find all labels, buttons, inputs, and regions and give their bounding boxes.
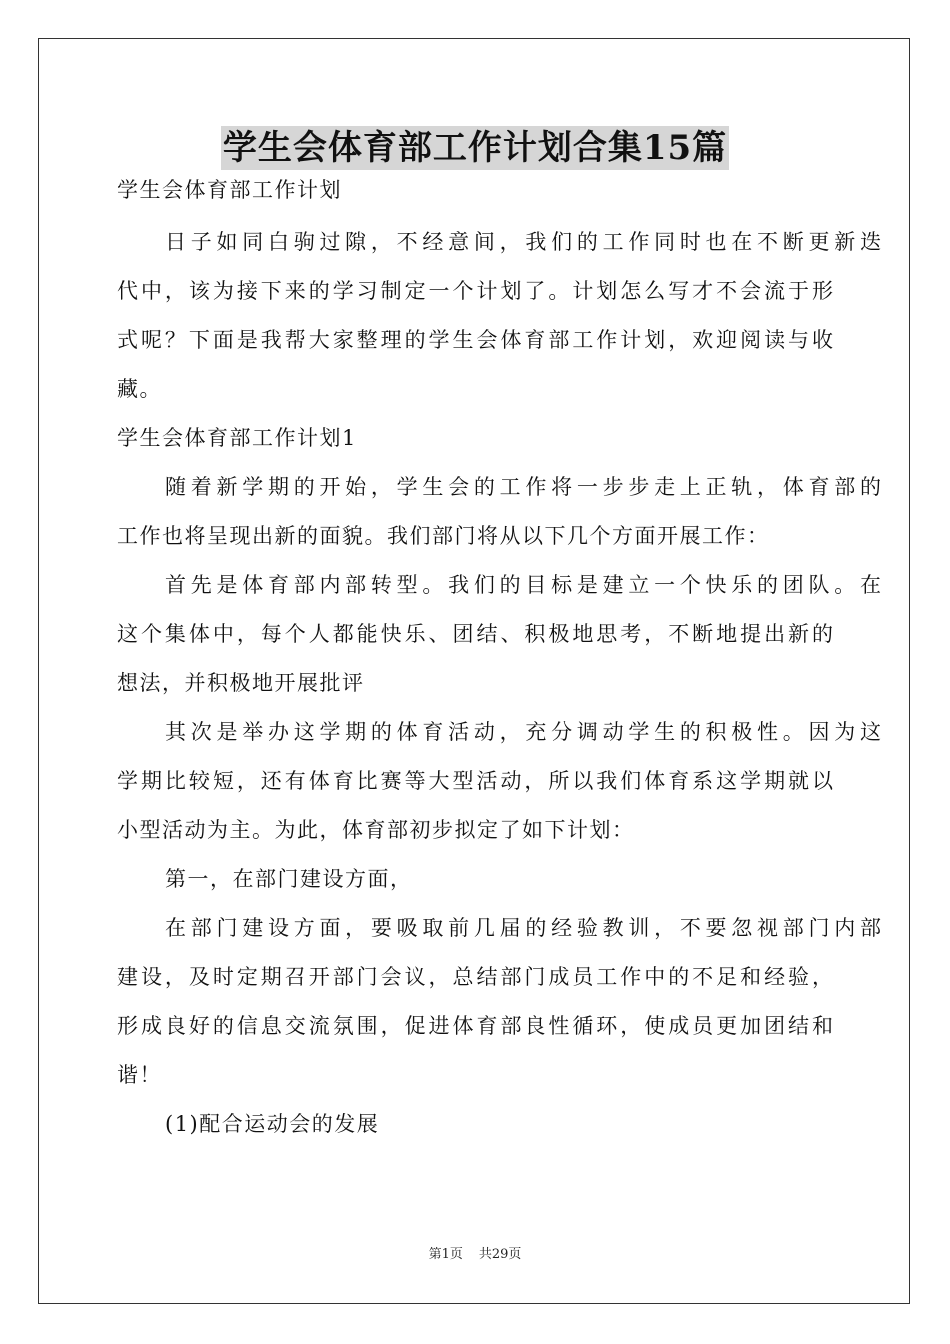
paragraph-line: 想法，并积极地开展批评 bbox=[117, 671, 365, 695]
paragraph-line: 建设，及时定期召开部门会议，总结部门成员工作中的不足和经验， bbox=[117, 965, 833, 989]
title-container bbox=[0, 126, 950, 170]
paragraph-line: 代中，该为接下来的学习制定一个计划了。计划怎么写才不会流于形 bbox=[117, 279, 833, 303]
paragraph-line: 形成良好的信息交流氛围，促进体育部良性循环，使成员更加团结和 bbox=[117, 1014, 833, 1038]
paragraph-line: 工作也将呈现出新的面貌。我们部门将从以下几个方面开展工作： bbox=[117, 524, 770, 548]
paragraph-line: 首先是体育部内部转型。我们的目标是建立一个快乐的团队。在 bbox=[165, 573, 881, 597]
document-title: 学生会体育部工作计划合集15篇 bbox=[222, 128, 728, 168]
paragraph-line: 谐！ bbox=[117, 1063, 162, 1087]
heading-text: 学生会体育部工作计划 bbox=[117, 178, 342, 202]
paragraph-line: 这个集体中，每个人都能快乐、团结、积极地思考，不断地提出新的 bbox=[117, 622, 833, 646]
paragraph-line: 式呢？下面是我帮大家整理的学生会体育部工作计划，欢迎阅读与收 bbox=[117, 328, 833, 352]
paragraph-line: 随着新学期的开始，学生会的工作将一步步走上正轨，体育部的 bbox=[165, 475, 881, 499]
heading-text: 学生会体育部工作计划1 bbox=[117, 426, 357, 450]
paragraph-line: 其次是举办这学期的体育活动，充分调动学生的积极性。因为这 bbox=[165, 720, 881, 744]
paragraph-line: 日子如同白驹过隙，不经意间，我们的工作同时也在不断更新迭 bbox=[165, 230, 881, 254]
paragraph-line: 小型活动为主。为此，体育部初步拟定了如下计划： bbox=[117, 818, 635, 842]
page-number: 第1页 bbox=[428, 1247, 463, 1262]
paragraph-line: (1)配合运动会的发展 bbox=[165, 1112, 380, 1136]
paragraph-line: 在部门建设方面，要吸取前几届的经验教训，不要忽视部门内部 bbox=[165, 916, 881, 940]
page-footer bbox=[0, 1246, 950, 1264]
paragraph-line: 学期比较短，还有体育比赛等大型活动，所以我们体育系这学期就以 bbox=[117, 769, 833, 793]
paragraph-line: 第一，在部门建设方面， bbox=[165, 867, 413, 891]
paragraph-line: 藏。 bbox=[117, 377, 162, 401]
page-total: 共29页 bbox=[478, 1247, 522, 1262]
